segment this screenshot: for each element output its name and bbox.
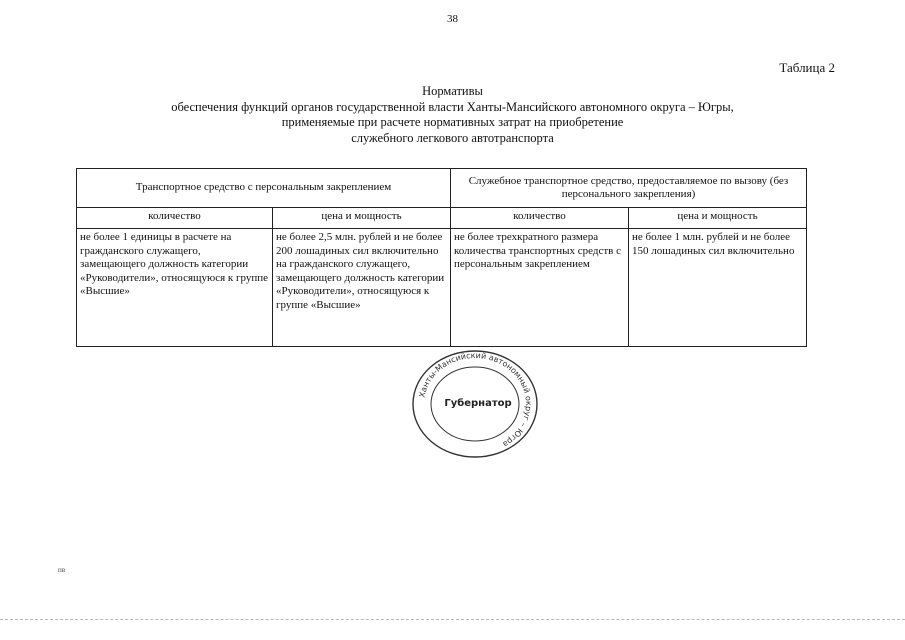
cell-price-personal: не более 2,5 млн. рублей и не более 200 лошадиных сил включительно на гражданского служащего, замещающего должность категории «Руководители», относящуюся к группе «Высшие» [273, 229, 451, 347]
group-header-on-call: Служебное транспортное средство, предоставляемое по вызову (без персонального закрепления) [451, 169, 807, 208]
cell-price-on-call: не более 1 млн. рублей и не более 150 лошадиных сил включительно [629, 229, 807, 347]
seal-ring-text: Ханты-Мансийский автономный округ – Югра [417, 350, 534, 449]
scan-edge-line [0, 619, 905, 620]
table-group-header-row [77, 169, 807, 208]
sub-header-quantity-on-call: количество [451, 208, 629, 229]
cell-quantity-personal: не более 1 единицы в расчете на гражданского служащего, замещающего должность категории «Руководители», относящуюся к группе «Высшие» [77, 229, 273, 347]
table-row [77, 229, 807, 347]
title-line-1: Нормативы [422, 84, 483, 98]
side-mark: пв [58, 566, 66, 574]
sub-header-quantity-personal: количество [77, 208, 273, 229]
seal-icon [410, 348, 540, 460]
cell-quantity-on-call: не более трехкратного размера количества транспортных средств с персональным закреплением [451, 229, 629, 347]
document-title [0, 84, 905, 146]
sub-header-price-personal: цена и мощность [273, 208, 451, 229]
seal-center-text: Губернатор [444, 398, 512, 409]
norms-table [76, 168, 807, 347]
sub-header-price-on-call: цена и мощность [629, 208, 807, 229]
table-sub-header-row [77, 208, 807, 229]
title-line-3: применяемые при расчете нормативных затрат на приобретение [281, 115, 624, 129]
table-label: Таблица 2 [779, 60, 835, 75]
official-seal [410, 348, 540, 460]
title-line-4: служебного легкового автотранспорта [351, 130, 554, 145]
title-line-2: обеспечения функций органов государственной власти Ханты-Мансийского автономного округа – Югры, [171, 99, 734, 114]
page-number: 38 [447, 13, 458, 25]
group-header-personal: Транспортное средство с персональным закреплением [77, 169, 451, 208]
